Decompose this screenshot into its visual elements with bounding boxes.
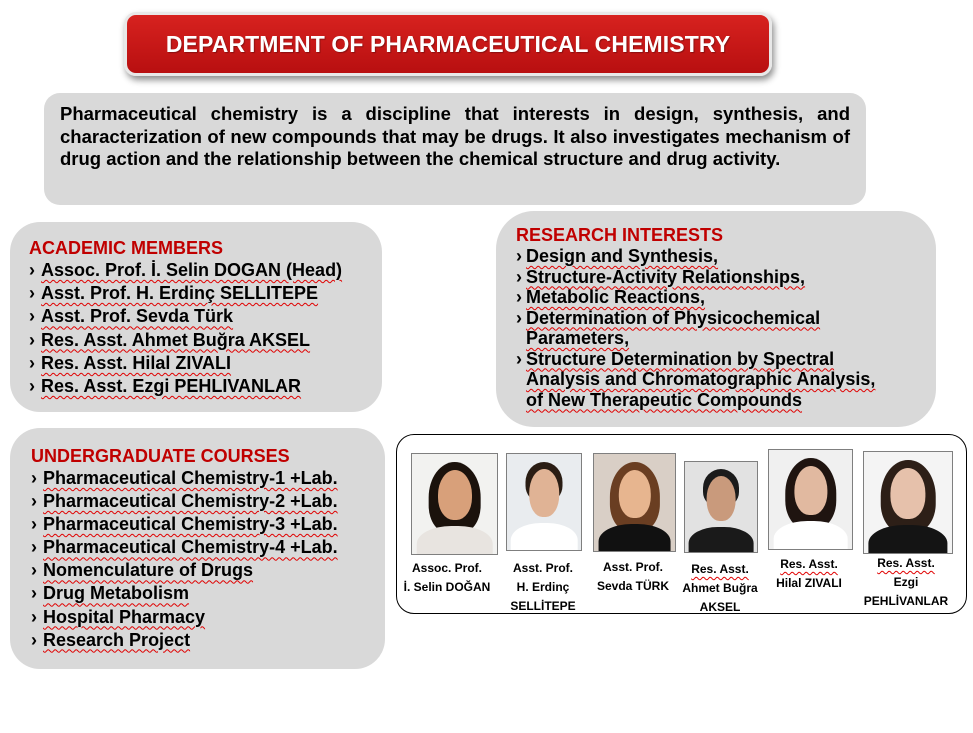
research-interest-line: Design and Synthesis, bbox=[526, 246, 719, 266]
course-item bbox=[31, 559, 385, 582]
bullet-icon: › bbox=[516, 287, 522, 307]
research-interest-line: of New Therapeutic Compounds bbox=[526, 389, 803, 410]
bullet-icon: › bbox=[29, 352, 35, 373]
research-interest-item bbox=[516, 287, 936, 308]
academic-member-item-text: Res. Asst. Hilal ZIVALI bbox=[41, 352, 232, 373]
bullet-icon: › bbox=[31, 606, 37, 627]
undergraduate-courses-panel bbox=[10, 428, 385, 669]
staff-caption-line: H. Erdinç bbox=[516, 580, 570, 594]
course-item bbox=[31, 629, 385, 652]
staff-caption-line: Sevda TÜRK bbox=[596, 579, 670, 593]
academic-member-item bbox=[29, 329, 382, 352]
academic-members-list bbox=[29, 259, 382, 398]
undergraduate-courses-heading: UNDERGRADUATE COURSES bbox=[31, 446, 290, 466]
research-interest-line: Structure Determination by Spectral bbox=[526, 348, 835, 369]
staff-caption-line: Ezgi bbox=[893, 575, 919, 589]
page-title: DEPARTMENT OF PHARMACEUTICAL CHEMISTRY bbox=[165, 30, 731, 57]
academic-member-item-text: Assoc. Prof. İ. Selin DOGAN (Head) bbox=[41, 260, 343, 280]
bullet-icon: › bbox=[29, 283, 35, 304]
academic-member-item-text: Asst. Prof. H. Erdinç SELLITEPE bbox=[41, 283, 319, 304]
academic-members-heading: ACADEMIC MEMBERS bbox=[29, 238, 224, 258]
staff-caption-line: Asst. Prof. bbox=[602, 560, 663, 574]
bullet-icon: › bbox=[31, 560, 37, 581]
course-item-text: Pharmaceutical Chemistry-2 +Lab. bbox=[43, 491, 338, 512]
staff-caption-line: Res. Asst. bbox=[780, 557, 838, 571]
staff-caption bbox=[846, 554, 966, 611]
research-interests-panel bbox=[496, 211, 936, 427]
staff-photo bbox=[768, 449, 853, 550]
staff-caption-line: PEHLİVANLAR bbox=[863, 594, 949, 608]
staff-caption-line: Asst. Prof. bbox=[512, 561, 573, 575]
research-interest-line: Structure-Activity Relationships, bbox=[526, 266, 806, 287]
intro-panel bbox=[44, 93, 866, 205]
bullet-icon: › bbox=[516, 348, 522, 369]
academic-members-panel bbox=[10, 222, 382, 412]
course-item bbox=[31, 513, 385, 536]
bullet-icon: › bbox=[516, 266, 522, 287]
academic-member-item-text: Asst. Prof. Sevda Türk bbox=[41, 306, 234, 327]
academic-member-item bbox=[29, 375, 382, 398]
staff-caption-line: İ. Selin DOĞAN bbox=[403, 580, 491, 594]
academic-member-item bbox=[29, 352, 382, 375]
course-item-text: Nomenculature of Drugs bbox=[43, 560, 254, 581]
bullet-icon: › bbox=[516, 307, 522, 328]
staff-caption-line: Hilal ZIVALI bbox=[776, 576, 842, 590]
course-item-text: Research Project bbox=[43, 629, 191, 650]
bullet-icon: › bbox=[29, 376, 35, 397]
staff-photo bbox=[593, 453, 676, 552]
course-item bbox=[31, 536, 385, 559]
academic-member-item bbox=[29, 282, 382, 305]
bullet-icon: › bbox=[31, 583, 37, 604]
staff-caption-line: Res. Asst. bbox=[877, 556, 935, 570]
bullet-icon: › bbox=[31, 514, 37, 535]
bullet-icon: › bbox=[29, 260, 35, 280]
academic-member-item bbox=[29, 305, 382, 328]
intro-text: Pharmaceutical chemistry is a discipline that interests in design, synthesis, and characterization of new compounds that may be drugs. It also investigates mechanism of drug action and the relationship between the chemical structure and drug activity. bbox=[60, 103, 850, 169]
research-interest-item bbox=[516, 267, 936, 288]
course-item bbox=[31, 490, 385, 513]
research-interests-heading: RESEARCH INTERESTS bbox=[516, 225, 724, 245]
research-interest-item bbox=[516, 246, 936, 267]
course-item bbox=[31, 467, 385, 490]
academic-member-item bbox=[29, 259, 382, 282]
course-item-text: Hospital Pharmacy bbox=[43, 606, 206, 627]
staff-photo bbox=[506, 453, 582, 551]
staff-caption-line: Ahmet Buğra bbox=[682, 581, 758, 595]
academic-member-item-text: Res. Asst. Ezgi PEHLIVANLAR bbox=[41, 376, 302, 397]
course-item-text: Pharmaceutical Chemistry-3 +Lab. bbox=[43, 514, 338, 535]
course-item-text: Pharmaceutical Chemistry-1 +Lab. bbox=[43, 468, 338, 488]
research-interest-line: Parameters, bbox=[526, 328, 630, 348]
bullet-icon: › bbox=[29, 329, 35, 350]
bullet-icon: › bbox=[29, 306, 35, 327]
course-item-text: Pharmaceutical Chemistry-4 +Lab. bbox=[43, 537, 338, 558]
academic-member-item-text: Res. Asst. Ahmet Buğra AKSEL bbox=[41, 329, 311, 350]
research-interests-list bbox=[516, 246, 936, 410]
staff-photos-panel bbox=[396, 434, 967, 614]
bullet-icon: › bbox=[31, 468, 37, 488]
research-interest-line: Metabolic Reactions, bbox=[526, 287, 706, 307]
staff-photo bbox=[411, 453, 498, 555]
staff-photo bbox=[863, 451, 953, 554]
research-interest-item bbox=[516, 349, 936, 411]
bullet-icon: › bbox=[516, 246, 522, 266]
research-interest-line: Determination of Physicochemical bbox=[526, 307, 821, 328]
bullet-icon: › bbox=[31, 491, 37, 512]
undergraduate-courses-list bbox=[31, 467, 385, 652]
research-interest-line: Analysis and Chromatographic Analysis, bbox=[526, 369, 876, 389]
course-item bbox=[31, 582, 385, 605]
staff-caption-line: Res. Asst. bbox=[691, 562, 749, 576]
course-item bbox=[31, 606, 385, 629]
staff-caption-line: AKSEL bbox=[699, 600, 741, 614]
title-banner bbox=[124, 12, 772, 76]
bullet-icon: › bbox=[31, 629, 37, 650]
course-item-text: Drug Metabolism bbox=[43, 583, 190, 604]
research-interest-item bbox=[516, 308, 936, 349]
bullet-icon: › bbox=[31, 537, 37, 558]
staff-caption-line: Assoc. Prof. bbox=[411, 561, 483, 575]
staff-photo bbox=[684, 461, 758, 553]
staff-caption-line: SELLİTEPE bbox=[510, 599, 576, 613]
